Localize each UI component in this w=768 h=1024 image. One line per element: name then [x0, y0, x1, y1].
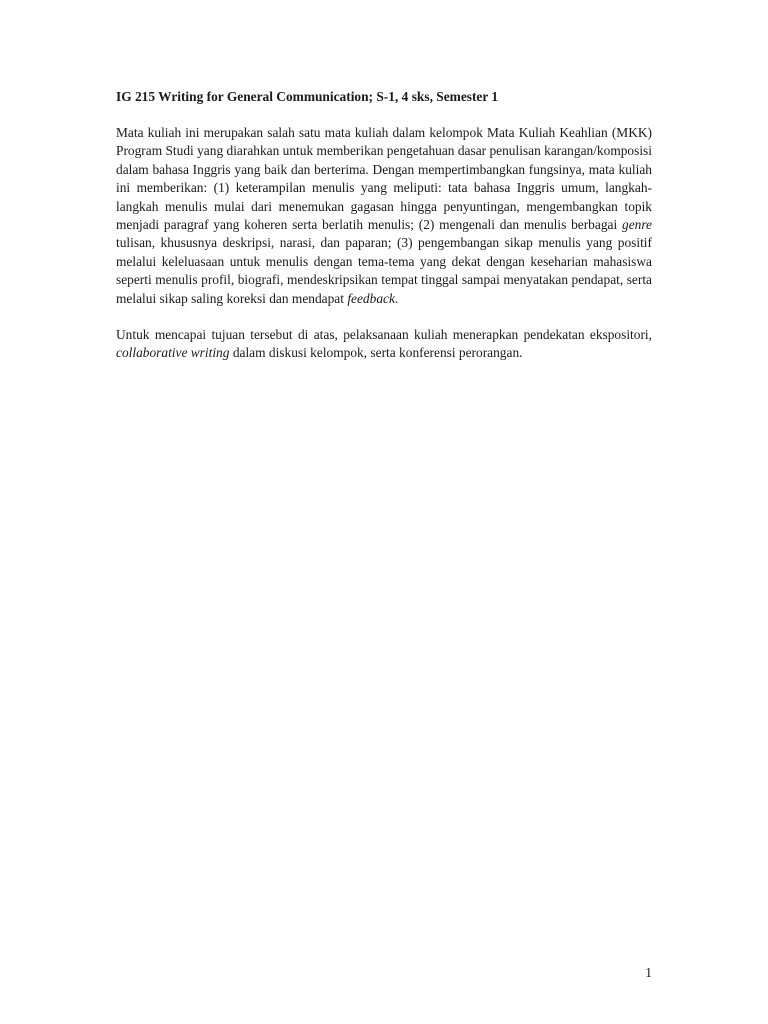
- paragraph-1-end: .: [394, 290, 399, 306]
- document-body: [116, 87, 652, 381]
- course-title: IG 215 Writing for General Communication; S-1, 4 sks, Semester 1: [116, 89, 499, 104]
- paragraph-2-text-a: Untuk mencapai tujuan tersebut di atas, pelaksanaan kuliah menerapkan pendekatan ekspositori,: [116, 327, 652, 343]
- course-description-paragraph: [116, 124, 652, 308]
- feedback-term: feedback: [347, 290, 395, 306]
- paragraph-2-text-b: dalam diskusi kelompok, serta konferensi perorangan.: [232, 345, 523, 361]
- collaborative-writing-term: collaborative writing: [116, 345, 230, 361]
- course-method-paragraph: [116, 326, 652, 363]
- page-number: 1: [645, 965, 652, 980]
- paragraph-1-text-b: tulisan, khususnya deskripsi, narasi, dan paparan; (3) pengembangan sikap menulis yang positif melalui keleluasaan untuk menulis dengan tema-tema yang dekat dengan keseharian mahasiswa seperti menulis profil, biografi, mendeskripsikan tempat tinggal sampai menyatakan pendapat, serta melalui sikap saling koreksi dan mendapat: [116, 235, 652, 306]
- paragraph-1-text-a: Mata kuliah ini merupakan salah satu mata kuliah dalam kelompok Mata Kuliah Keahlian (MKK) Program Studi yang diarahkan untuk memberikan pengetahuan dasar penulisan karangan/komposisi dalam bahasa Inggris yang baik dan berterima. Dengan mempertimbangkan fungsinya, mata kuliah ini memberikan: (1) keterampilan menulis yang meliputi: tata bahasa Inggris umum, langkah-langkah menulis mulai dari menemukan gagasan hingga penyuntingan, mengembangkan topik menjadi paragraf yang koheren serta berlatih menulis; (2) mengenali dan menulis berbagai: [116, 125, 652, 233]
- genre-term: genre: [622, 217, 652, 233]
